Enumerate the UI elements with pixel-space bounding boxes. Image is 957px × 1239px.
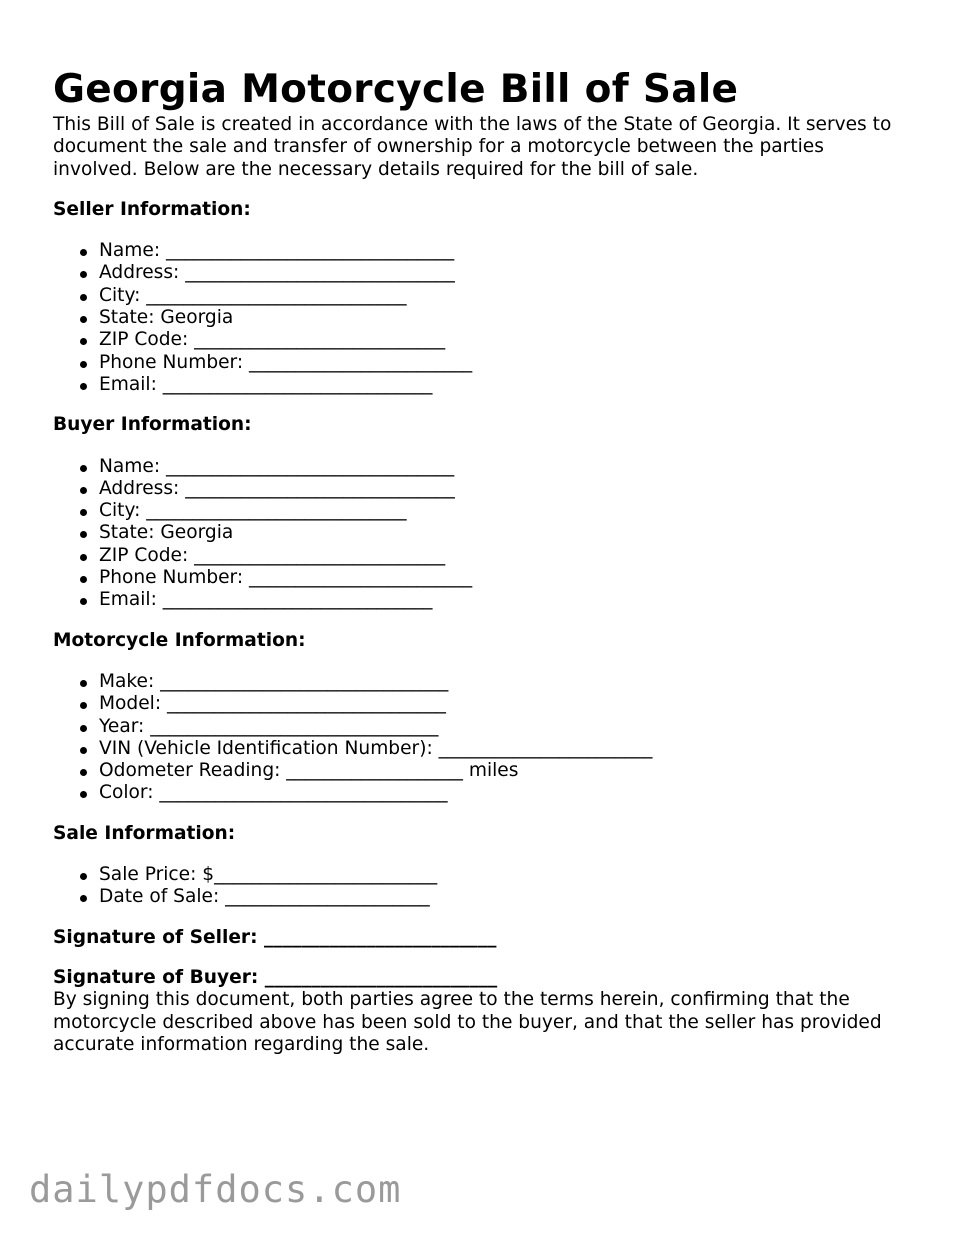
seller-state-field: State: Georgia [99,307,913,329]
seller-list [53,240,913,396]
seller-city-field: City: ____________________________ [99,285,913,307]
document-page [53,66,913,1056]
buyer-city-field: City: ____________________________ [99,500,913,522]
motorcycle-odometer-field: Odometer Reading: ___________________ miles [99,760,913,782]
motorcycle-vin-field: VIN (Vehicle Identification Number): _______________________ [99,738,913,760]
watermark: dailypdfdocs.com [29,1168,402,1211]
buyer-name-field: Name: _______________________________ [99,456,913,478]
document-title: Georgia Motorcycle Bill of Sale [53,67,739,112]
buyer-list [53,456,913,612]
seller-zip-field: ZIP Code: ___________________________ [99,329,913,351]
buyer-heading: Buyer Information: [53,414,252,436]
motorcycle-make-field: Make: _______________________________ [99,671,913,693]
sale-heading: Sale Information: [53,822,236,844]
motorcycle-heading: Motorcycle Information: [53,629,306,651]
motorcycle-year-field: Year: _______________________________ [99,716,913,738]
seller-signature-line: Signature of Seller: _________________________ [53,926,497,948]
seller-address-field: Address: _____________________________ [99,262,913,284]
buyer-phone-field: Phone Number: ________________________ [99,567,913,589]
buyer-address-field: Address: _____________________________ [99,478,913,500]
seller-email-field: Email: _____________________________ [99,374,913,396]
buyer-state-field: State: Georgia [99,522,913,544]
motorcycle-model-field: Model: ______________________________ [99,693,913,715]
sale-date-field: Date of Sale: ______________________ [99,886,913,908]
closing-paragraph: By signing this document, both parties agree to the terms herein, confirming that the motorcycle described above has been sold to the buyer, and that the seller has provided accurate information regarding the sale. [53,989,882,1055]
sale-list [53,864,913,909]
seller-phone-field: Phone Number: ________________________ [99,352,913,374]
buyer-zip-field: ZIP Code: ___________________________ [99,545,913,567]
buyer-email-field: Email: _____________________________ [99,589,913,611]
motorcycle-list [53,671,913,805]
seller-heading: Seller Information: [53,198,251,220]
buyer-signature-line: Signature of Buyer: _________________________ [53,966,498,988]
motorcycle-color-field: Color: _______________________________ [99,782,913,804]
intro-paragraph: This Bill of Sale is created in accordance with the laws of the State of Georgia. It serves to document the sale and transfer of ownership for a motorcycle between the parties involved. Below are the necessary details required for the bill of sale. [53,114,892,180]
seller-name-field: Name: _______________________________ [99,240,913,262]
sale-price-field: Sale Price: $________________________ [99,864,913,886]
